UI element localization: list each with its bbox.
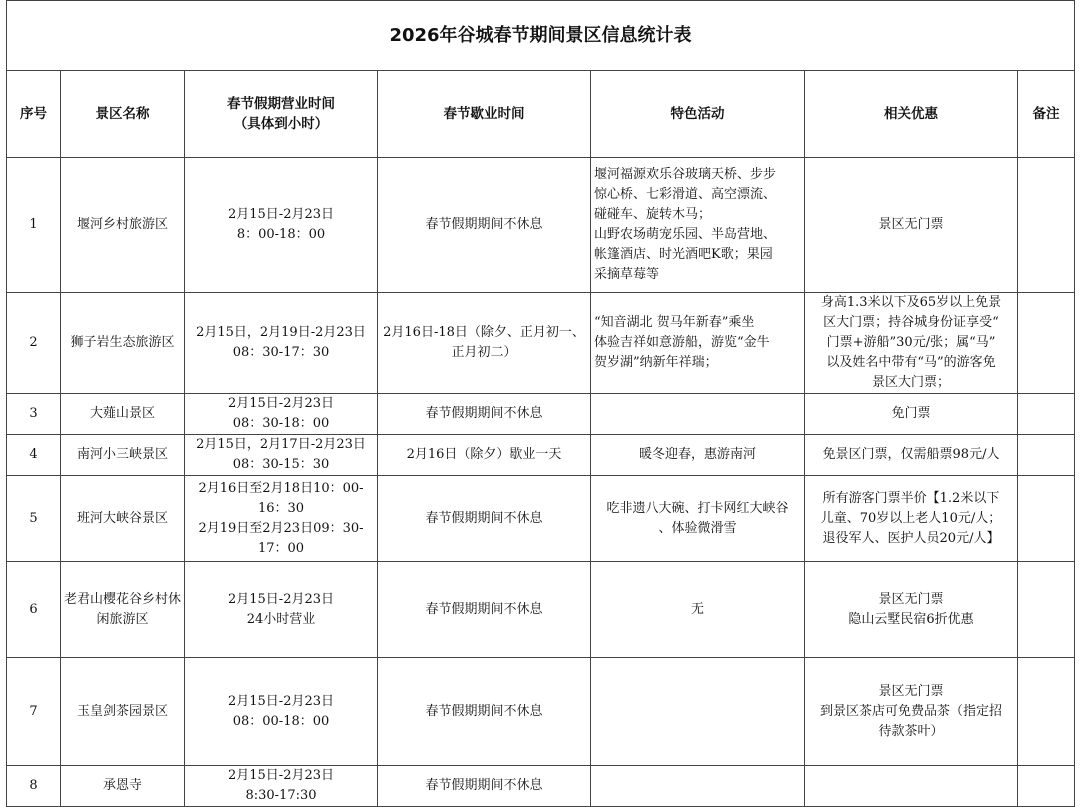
- row-index: 3: [7, 394, 61, 435]
- discount-line: 门票+游船”30元/张；属“马”: [826, 335, 996, 350]
- hours-line: 24小时营业: [246, 611, 316, 627]
- row-activity: [591, 766, 805, 807]
- hours-line: 2月15日-2月23日: [227, 693, 335, 709]
- discount-line: 所有游客门票半价【1.2米以下: [822, 490, 1000, 506]
- row-hours: [185, 158, 378, 293]
- table-row: [7, 435, 1075, 476]
- row-note: [1018, 476, 1075, 562]
- hours-line: 16：30: [257, 500, 305, 516]
- row-activity: [591, 562, 805, 658]
- hours-line: 2月16日至2月18日10：00-: [198, 480, 364, 496]
- header-row: [7, 71, 1075, 158]
- hours-line: 2月15日-2月23日: [227, 396, 335, 411]
- discount-line: 景区大门票；: [871, 375, 950, 390]
- activity-line: 、体验微滑雪: [658, 520, 737, 536]
- sheet: [6, 0, 1074, 807]
- row-name: 狮子岩生态旅游区: [61, 293, 185, 394]
- header-index: 序号: [7, 71, 61, 158]
- table-row: [7, 158, 1075, 293]
- row-discount: [805, 293, 1018, 394]
- row-activity: [591, 394, 805, 435]
- row-index: 4: [7, 435, 61, 476]
- row-activity: [591, 293, 805, 394]
- hours-line: 08：00-18：00: [232, 713, 330, 729]
- discount-line: 隐山云墅民宿6折优惠: [848, 611, 974, 627]
- row-activity: [591, 658, 805, 766]
- header-hours-line2: （具体到小时）: [233, 116, 329, 132]
- activity-line: 采摘草莓等: [594, 267, 660, 282]
- row-discount: [805, 476, 1018, 562]
- discount-line: 以及姓名中带有“马”的游客免: [826, 355, 996, 370]
- table-body: [7, 158, 1075, 807]
- hours-line: 2月15日-2月23日: [227, 768, 335, 783]
- row-discount: [805, 658, 1018, 766]
- row-index: 8: [7, 766, 61, 807]
- discount-line: 景区无门票: [878, 683, 944, 699]
- row-closed: 春节假期期间不休息: [378, 158, 591, 293]
- table-row: [7, 658, 1075, 766]
- header-hours: [185, 71, 378, 158]
- row-hours: [185, 394, 378, 435]
- row-name: 南河小三峡景区: [61, 435, 185, 476]
- hours-line: 2月15日，2月19日-2月23日: [196, 325, 366, 340]
- activity-line: 惊心桥、七彩滑道、高空漂流、: [594, 187, 777, 202]
- row-hours: [185, 476, 378, 562]
- row-note: [1018, 562, 1075, 658]
- activity-line: “知音湖北 贺马年新春”乘坐: [594, 315, 755, 330]
- activity-line: 碰碰车、旋转木马；: [594, 207, 712, 222]
- discount-line: 身高1.3米以下及65岁以上免景: [820, 295, 1002, 310]
- row-note: [1018, 394, 1075, 435]
- row-discount: [805, 394, 1018, 435]
- discount-line: 景区无门票: [878, 591, 944, 607]
- table-row: [7, 766, 1075, 807]
- table-row: [7, 293, 1075, 394]
- discount-line: 区大门票；持谷城身份证享受“: [823, 315, 999, 330]
- row-activity: [591, 158, 805, 293]
- hours-line: 08：30-18：00: [232, 416, 330, 431]
- activity-line: 贺岁湖”纳新年祥瑞；: [594, 355, 718, 370]
- activity-line: 体验吉祥如意游船，游览“金牛: [594, 335, 770, 350]
- row-hours: [185, 766, 378, 807]
- row-name: 玉皇剑茶园景区: [61, 658, 185, 766]
- activity-line: 无: [690, 601, 704, 617]
- hours-line: 8：00-18：00: [236, 227, 326, 242]
- row-activity: [591, 476, 805, 562]
- row-name: 堰河乡村旅游区: [61, 158, 185, 293]
- row-closed: 春节假期期间不休息: [378, 766, 591, 807]
- row-closed: 春节假期期间不休息: [378, 658, 591, 766]
- discount-line: 到景区茶店可免费品茶（指定招: [819, 703, 1002, 719]
- activity-line: 堰河福源欢乐谷玻璃天桥、步步: [594, 167, 777, 182]
- row-hours: [185, 658, 378, 766]
- row-closed: 2月16日-18日（除夕、正月初一、正月初二）: [378, 293, 591, 394]
- hours-line: 2月15日-2月23日: [227, 207, 335, 222]
- header-name: 景区名称: [61, 71, 185, 158]
- header-note: 备注: [1018, 71, 1075, 158]
- row-discount: [805, 562, 1018, 658]
- hours-line: 17：00: [257, 540, 305, 556]
- table-row: [7, 562, 1075, 658]
- table-title: 2026年谷城春节期间景区信息统计表: [7, 1, 1075, 71]
- row-closed: 2月16日（除夕）歇业一天: [378, 435, 591, 476]
- row-discount: [805, 766, 1018, 807]
- hours-line: 8:30-17:30: [245, 788, 317, 803]
- row-hours: [185, 562, 378, 658]
- row-note: [1018, 293, 1075, 394]
- hours-line: 08：30-17：30: [232, 345, 330, 360]
- table-row: [7, 476, 1075, 562]
- row-note: [1018, 658, 1075, 766]
- row-closed: 春节假期期间不休息: [378, 394, 591, 435]
- row-name: 老君山樱花谷乡村休闲旅游区: [61, 562, 185, 658]
- activity-line: 暖冬迎春，惠游南河: [638, 447, 756, 462]
- hours-line: 2月15日，2月17日-2月23日: [196, 437, 366, 452]
- header-discount: 相关优惠: [805, 71, 1018, 158]
- row-closed: 春节假期期间不休息: [378, 476, 591, 562]
- row-discount: [805, 435, 1018, 476]
- info-table: [6, 0, 1075, 807]
- hours-line: 2月15日-2月23日: [227, 591, 335, 607]
- discount-line: 待款茶叶）: [878, 723, 944, 739]
- row-index: 6: [7, 562, 61, 658]
- row-index: 5: [7, 476, 61, 562]
- row-activity: [591, 435, 805, 476]
- row-note: [1018, 435, 1075, 476]
- discount-line: 儿童、70岁以上老人10元/人；: [820, 510, 1002, 526]
- activity-line: 帐篷酒店、时光酒吧K歌；果园: [594, 247, 773, 262]
- header-closed: 春节歇业时间: [378, 71, 591, 158]
- activity-line: 山野农场萌宠乐园、半岛营地、: [594, 227, 777, 242]
- hours-line: 2月19日至2月23日09：30-: [198, 520, 364, 536]
- row-note: [1018, 158, 1075, 293]
- row-note: [1018, 766, 1075, 807]
- header-activity: 特色活动: [591, 71, 805, 158]
- row-index: 2: [7, 293, 61, 394]
- table-row: [7, 394, 1075, 435]
- row-hours: [185, 293, 378, 394]
- row-name: 班河大峡谷景区: [61, 476, 185, 562]
- activity-line: 吃非遗八大碗、打卡网红大峡谷: [606, 500, 789, 516]
- hours-line: 08：30-15：30: [232, 457, 330, 472]
- discount-line: 退役军人、医护人员20元/人】: [822, 530, 1000, 546]
- row-name: 大薤山景区: [61, 394, 185, 435]
- row-name: 承恩寺: [61, 766, 185, 807]
- row-discount: [805, 158, 1018, 293]
- row-index: 7: [7, 658, 61, 766]
- row-hours: [185, 435, 378, 476]
- discount-line: 免门票: [891, 406, 931, 421]
- row-index: 1: [7, 158, 61, 293]
- header-hours-line1: 春节假期营业时间: [227, 96, 335, 112]
- discount-line: 景区无门票: [878, 217, 944, 232]
- row-closed: 春节假期期间不休息: [378, 562, 591, 658]
- discount-line: 免景区门票，仅需船票98元/人: [822, 447, 1000, 462]
